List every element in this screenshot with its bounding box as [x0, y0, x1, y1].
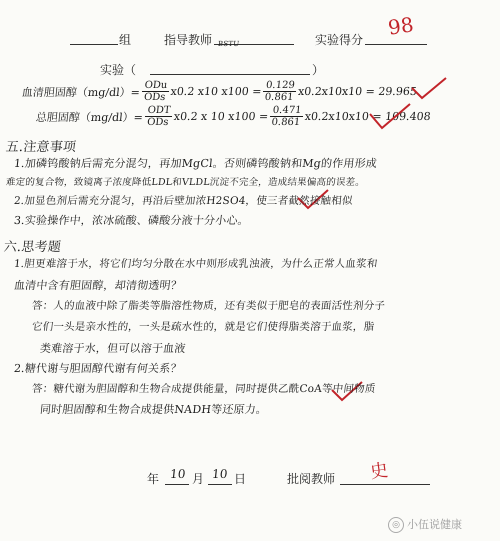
- teacher-label: 指导教师: [164, 33, 213, 47]
- formula1-lead: 血清胆固醇（mg/dl）=: [21, 85, 141, 99]
- question-2: 2.糖代谢与胆固醇代谢有何关系？: [13, 362, 183, 375]
- formula1-val-num: 0.129: [263, 80, 297, 92]
- experiment-blank-line: [150, 74, 310, 75]
- notes-line-1: 1.加磷钨酸钠后需充分混匀，再加MgCl。否则磷钨酸钠和Mg的作用形成: [13, 157, 378, 170]
- reviewer-blank-line: [340, 484, 430, 485]
- question-1-line-2: 血清中含有胆固醇，却清彻透明？: [13, 279, 183, 292]
- formula1-mid: x0.2 x10 x100 =: [169, 85, 263, 98]
- group-blank-line: [70, 44, 118, 45]
- answer-1-line-2: 它们一头是亲水性的，一头是疏水性的，就是它们使得脂类溶于血浆，脂: [31, 321, 375, 333]
- score-label: 实验得分: [315, 33, 364, 47]
- watermark: [388, 516, 462, 533]
- notes-line-3: 2.加显色剂后需充分混匀，再沿后壁加浓H2SO4，使三者截然接触相似: [13, 195, 354, 207]
- formula2-frac-num: ODT: [145, 105, 173, 117]
- month-blank-line: [165, 484, 189, 485]
- footer-day-value: 10: [211, 467, 229, 481]
- answer-2-line-2: 同时胆固醇和生物合成提供NADH等还原力。: [39, 403, 268, 416]
- formula2-frac-den: ODs: [146, 117, 170, 128]
- thinking-title: 六.思考题: [3, 240, 62, 255]
- formula2-lead: 总胆固醇（mg/dl）=: [35, 110, 144, 124]
- reviewer-label: 批阅教师: [287, 472, 336, 486]
- answer-1-line-1: 答：人的血液中除了脂类等脂溶性物质，还有类似于肥皂的表面活性剂分子: [31, 300, 386, 312]
- formula1-value-fraction: [262, 80, 297, 103]
- watermark-text: 小伍说健康: [407, 518, 462, 531]
- reviewer-signature: 史: [368, 459, 390, 484]
- formula2-mid: x0.2 x 10 x100 =: [173, 110, 269, 123]
- formula2-tail: x0.2x10x10 = 109.408: [304, 110, 432, 123]
- group-label: 组: [119, 33, 132, 47]
- formula1-val-den: 0.861: [264, 92, 295, 103]
- question-1-line-1: 1.胆更难溶于水，将它们均匀分散在水中则形成乳浊液，为什么正常人血浆和: [13, 258, 379, 270]
- formula2-value-fraction: [269, 105, 304, 128]
- experiment-label-close: ）: [312, 63, 325, 77]
- answer-1-line-3: 类难溶于水，但可以溶于血液: [39, 342, 187, 355]
- notes-line-4: 3.实验操作中，浓冰硫酸、磷酸分液十分小心。: [13, 214, 250, 227]
- formula2-val-den: 0.861: [270, 117, 301, 128]
- score-blank-line: [365, 44, 427, 45]
- red-check-mark-2-icon: [368, 102, 414, 132]
- formula1-frac-den: ODs: [143, 92, 166, 103]
- footer-month-label: 月: [192, 472, 205, 486]
- formula1-fraction: [141, 80, 170, 103]
- formula-serum-cholesterol: [19, 80, 420, 103]
- notes-line-2: 难定的复合物，致镜离子浓度降低LDL和VLDL沉淀不完全，造成结果偏高的误差。: [5, 177, 366, 188]
- footer-year-label: 年: [147, 472, 160, 486]
- formula2-val-num: 0.471: [270, 105, 304, 117]
- watermark-logo-icon: ◎: [388, 517, 404, 533]
- red-check-mark-1-icon: [410, 76, 450, 102]
- formula1-tail: x0.2x10x10 = 29.965: [297, 85, 418, 98]
- answer-2-line-1: 答：糖代谢为胆固醇和生物合成提供能量，同时提供乙酰CoA等中间物质: [31, 383, 377, 395]
- score-value: 98: [386, 12, 415, 40]
- day-blank-line: [208, 484, 232, 485]
- formula2-fraction: [144, 105, 173, 128]
- experiment-label: 实验（: [100, 63, 137, 77]
- formula1-frac-num: ODu: [142, 80, 170, 92]
- notes-title: 五.注意事项: [5, 140, 77, 155]
- footer-month-value: 10: [169, 467, 187, 481]
- footer-day-label: 日: [234, 472, 247, 486]
- teacher-note: BSTU: [217, 40, 240, 48]
